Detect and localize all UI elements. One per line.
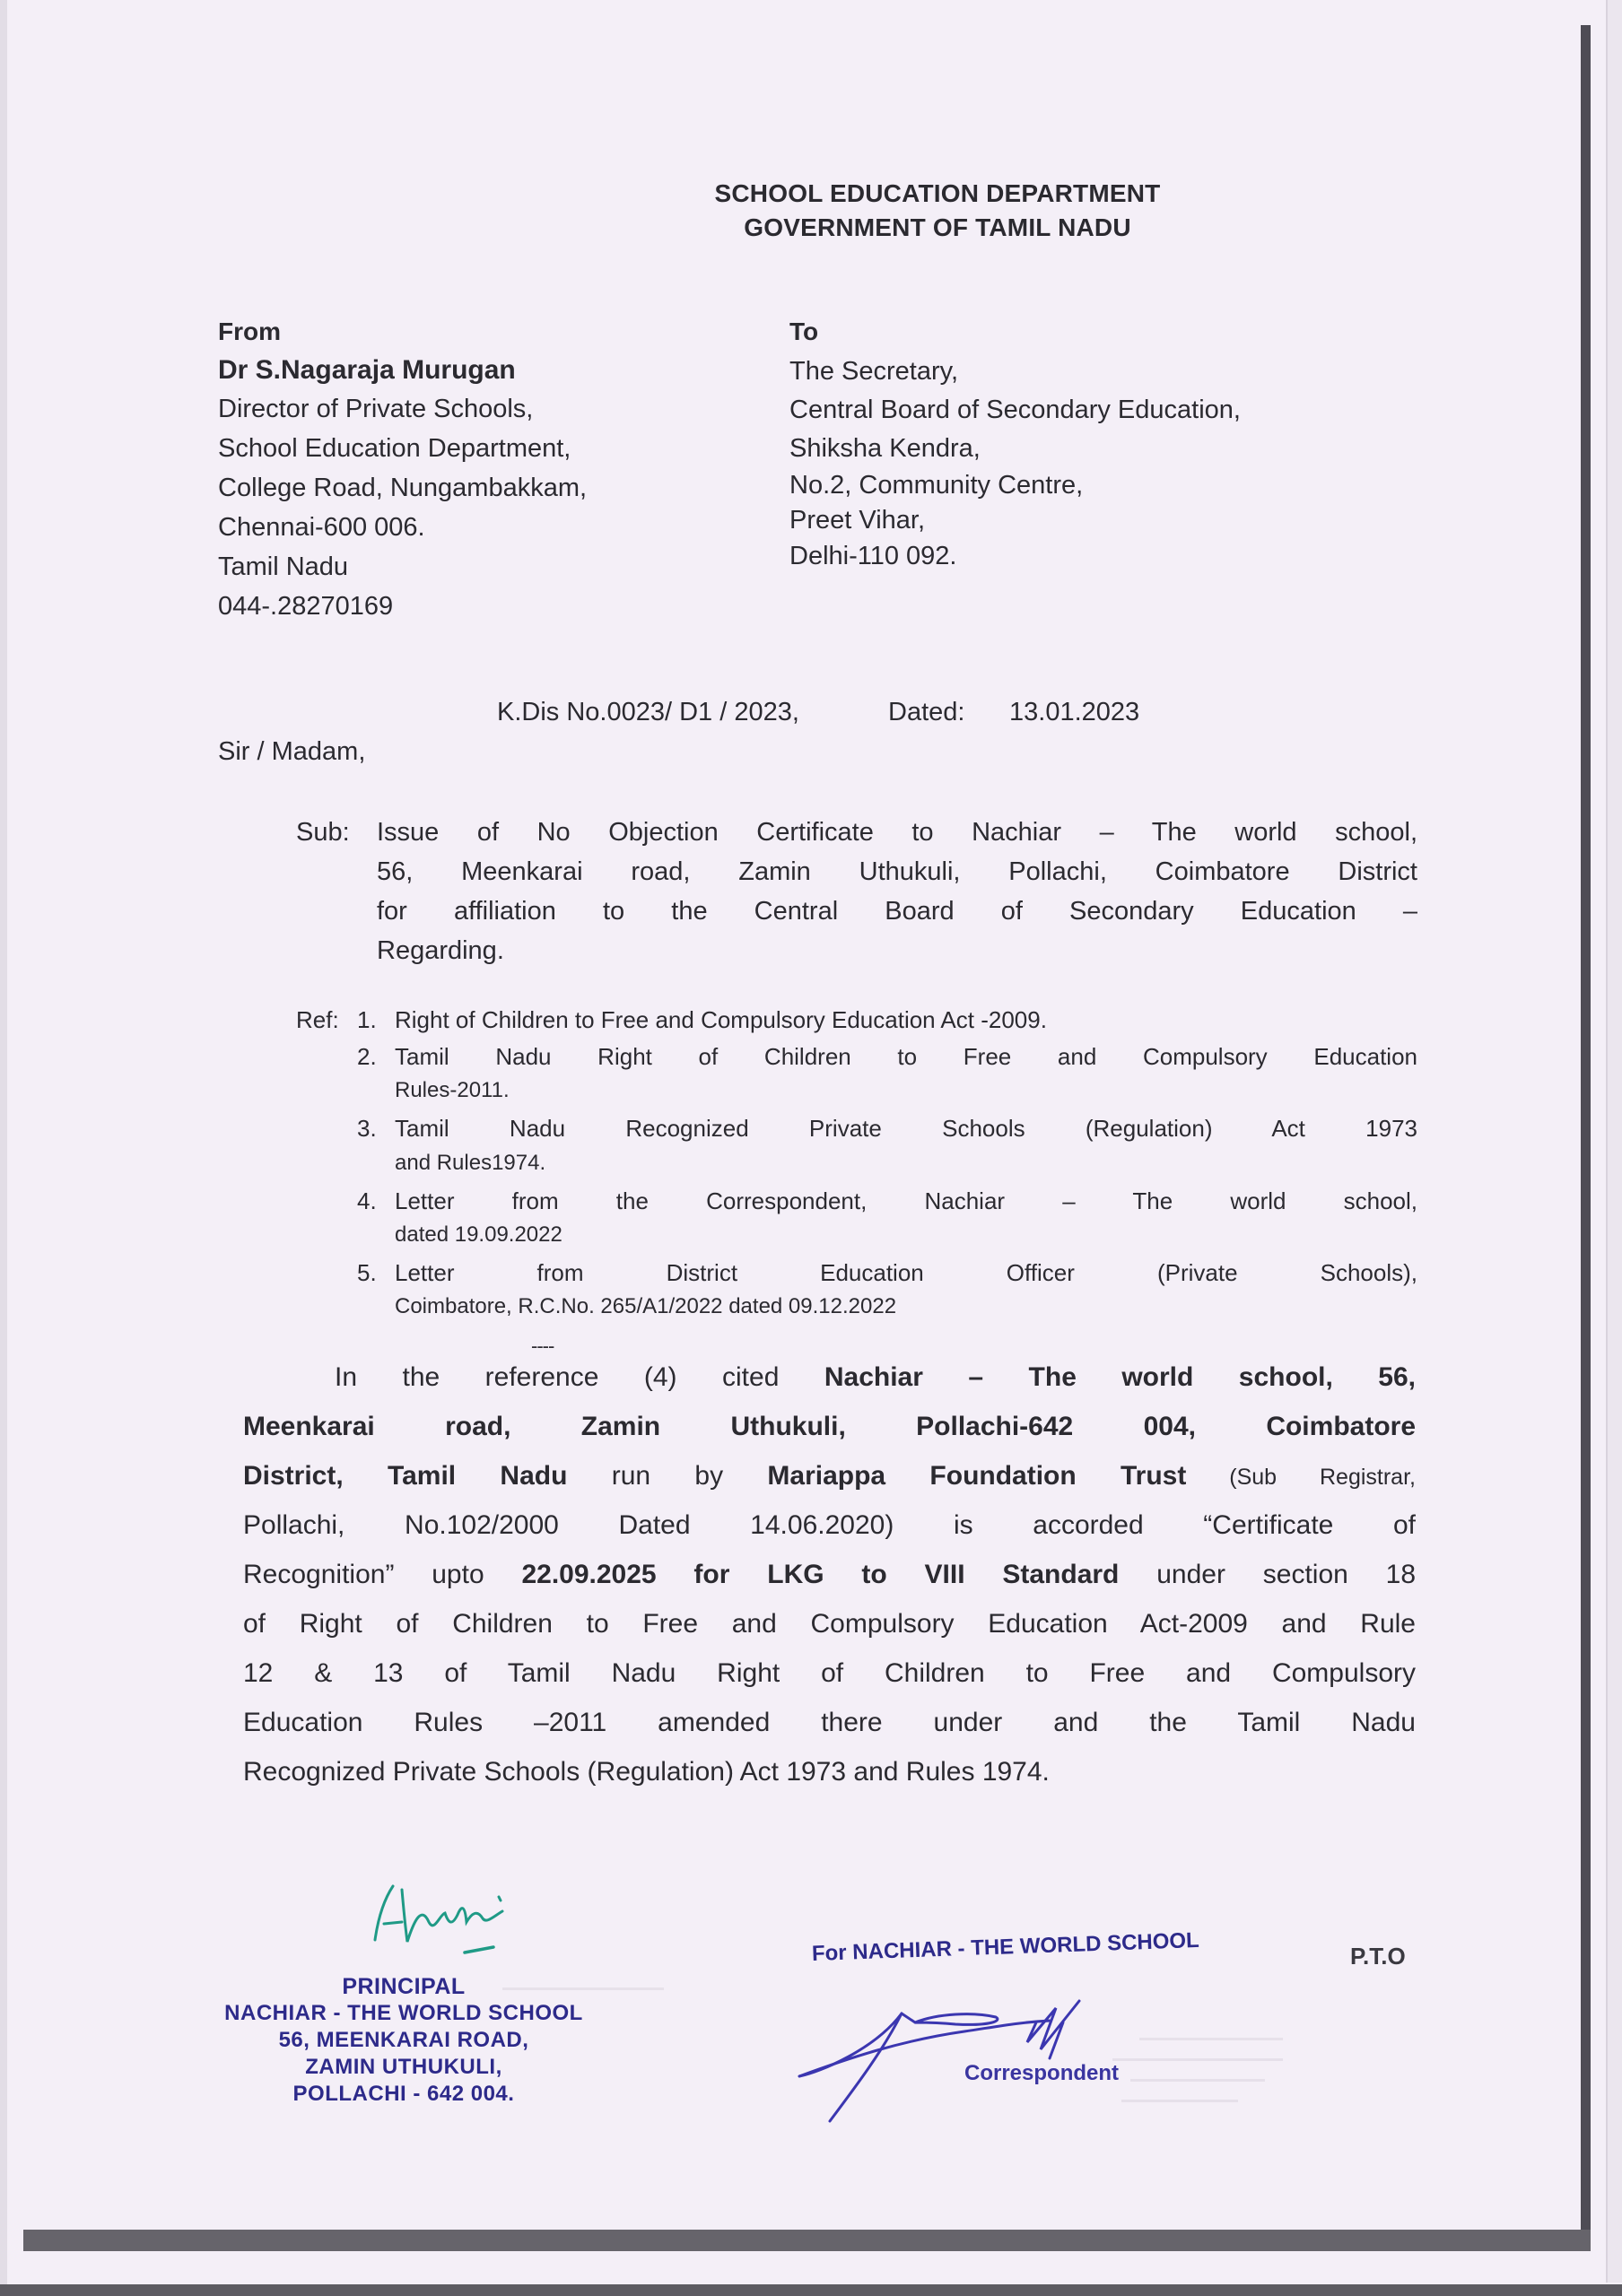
district-bold: District, Tamil Nadu <box>243 1461 568 1491</box>
from-label: From <box>218 317 281 345</box>
subject-label: Sub: <box>296 818 350 847</box>
sender-phone: 044-.28270169 <box>218 592 394 621</box>
ref-5-text-1: Letter from District Education Officer (Private Schools), <box>395 1259 1417 1286</box>
body-text-8: Education Rules –2011 amended there under and the Tamil Nadu <box>243 1708 1416 1737</box>
ref-4-text-1: Letter from the Correspondent, Nachiar – The world school, <box>395 1187 1417 1214</box>
principal-stamp-city: POLLACHI - 642 004. <box>292 2082 515 2106</box>
ref-2-number: 2. <box>357 1043 377 1070</box>
principal-stamp-title: PRINCIPAL <box>342 1974 466 1999</box>
subject-line-1 <box>377 820 1417 846</box>
ref-4-number: 4. <box>357 1187 377 1214</box>
sender-address: College Road, Nungambakkam, <box>218 474 588 502</box>
validity-bold: 22.09.2025 for LKG to VIII Standard <box>521 1560 1120 1589</box>
recipient-organization: Central Board of Secondary Education, <box>789 396 1241 424</box>
ref-5-text-2: Coimbatore, R.C.No. 265/A1/2022 dated 09.12.2022 <box>395 1294 897 1318</box>
scan-right-edge <box>1606 0 1622 2283</box>
ref-2-text-2: Rules-2011. <box>395 1078 510 1102</box>
scan-bottom-edge <box>0 2284 1622 2296</box>
school-name-bold: Nachiar – The world school, 56, <box>824 1362 1417 1392</box>
ref-5-line-1 <box>395 1259 1417 1287</box>
body-text-5c: under section 18 <box>1119 1560 1416 1589</box>
ref-5-number: 5. <box>357 1259 377 1286</box>
ref-2-line-1 <box>395 1043 1417 1071</box>
body-line-9: Recognized Private Schools (Regulation) Act 1973 and Rules 1974. <box>243 1757 1050 1787</box>
sender-name: Dr S.Nagaraja Murugan <box>218 355 516 385</box>
ref-1-number: 1. <box>357 1006 377 1033</box>
page-border-right <box>1581 25 1591 2251</box>
principal-signature <box>359 1870 538 1960</box>
correspondent-role: Correspondent <box>964 2061 1120 2085</box>
to-label: To <box>789 317 819 345</box>
bleed-through-smudge <box>1103 2027 1310 2152</box>
recipient-title: The Secretary, <box>789 357 959 386</box>
recipient-city: Delhi-110 092. <box>789 542 957 570</box>
recipient-address-1: Shiksha Kendra, <box>789 434 981 463</box>
body-line-4 <box>243 1512 1416 1539</box>
ref-3-text-1: Tamil Nadu Recognized Private Schools (Regulation) Act 1973 <box>395 1115 1417 1142</box>
dated-label: Dated: <box>888 698 965 726</box>
body-line-3 <box>243 1463 1416 1490</box>
sender-city: Chennai-600 006. <box>218 513 425 542</box>
department-heading: SCHOOL EDUCATION DEPARTMENT <box>714 179 1161 207</box>
principal-stamp-school: NACHIAR - THE WORLD SCHOOL <box>224 2001 583 2025</box>
ref-3-number: 3. <box>357 1115 377 1142</box>
sender-state: Tamil Nadu <box>218 552 349 581</box>
ref-3-text-2: and Rules1974. <box>395 1151 546 1175</box>
ref-4-text-2: dated 19.09.2022 <box>395 1222 562 1247</box>
principal-stamp-road: 56, MEENKARAI ROAD, <box>278 2028 529 2052</box>
pto-label: P.T.O <box>1350 1943 1406 1970</box>
body-text-3b: run by <box>567 1461 768 1491</box>
reference-number: K.Dis No.0023/ D1 / 2023, <box>497 698 799 726</box>
ref-3-line-1 <box>395 1115 1417 1143</box>
body-line-1 <box>335 1364 1416 1391</box>
trust-name-bold: Mariappa Foundation Trust <box>767 1461 1187 1491</box>
body-line-6 <box>243 1611 1416 1638</box>
body-line-2 <box>243 1413 1416 1440</box>
letter-date: 13.01.2023 <box>1009 698 1140 726</box>
ref-2-text-1: Tamil Nadu Right of Children to Free and Compulsory Education <box>395 1043 1417 1070</box>
subject-text-3: for affiliation to the Central Board of Secondary Education – <box>377 897 1417 926</box>
body-line-5 <box>243 1561 1416 1588</box>
ref-label: Ref: <box>296 1006 339 1033</box>
recipient-address-2: No.2, Community Centre, <box>789 471 1084 500</box>
registrar-text: (Sub Registrar, <box>1186 1465 1416 1490</box>
body-text-5a: Recognition” upto <box>243 1560 522 1589</box>
principal-stamp-area: ZAMIN UTHUKULI, <box>305 2055 502 2079</box>
section-separator: ---- <box>531 1335 554 1357</box>
salutation: Sir / Madam, <box>218 737 366 766</box>
subject-text-2: 56, Meenkarai road, Zamin Uthukuli, Pollachi, Coimbatore District <box>377 857 1417 886</box>
subject-line-2 <box>377 859 1417 885</box>
ref-4-line-1 <box>395 1187 1417 1215</box>
body-text-1a: In the reference (4) cited <box>335 1362 824 1392</box>
body-line-7 <box>243 1660 1416 1687</box>
body-text-4: Pollachi, No.102/2000 Dated 14.06.2020) is accorded “Certificate of <box>243 1510 1416 1540</box>
subject-line-3 <box>377 899 1417 925</box>
recipient-address-3: Preet Vihar, <box>789 506 926 535</box>
sender-department: School Education Department, <box>218 434 571 463</box>
body-line-8 <box>243 1709 1416 1736</box>
correspondent-stamp-heading: For NACHIAR - THE WORLD SCHOOL <box>811 1927 1200 1966</box>
government-heading: GOVERNMENT OF TAMIL NADU <box>744 213 1131 241</box>
school-address-bold: Meenkarai road, Zamin Uthukuli, Pollachi-642 004, Coimbatore <box>243 1412 1416 1441</box>
sender-designation: Director of Private Schools, <box>218 395 534 423</box>
bleed-through-smudge-2 <box>502 1980 682 1998</box>
subject-line-4: Regarding. <box>377 936 504 965</box>
page-border-bottom <box>23 2230 1591 2251</box>
scan-left-edge <box>0 0 7 2284</box>
body-text-7: 12 & 13 of Tamil Nadu Right of Children to Free and Compulsory <box>243 1658 1416 1688</box>
ref-1-text: Right of Children to Free and Compulsory Education Act -2009. <box>395 1006 1047 1033</box>
body-text-6: of Right of Children to Free and Compulsory Education Act-2009 and Rule <box>243 1609 1416 1639</box>
subject-text-1: Issue of No Objection Certificate to Nachiar – The world school, <box>377 818 1417 847</box>
